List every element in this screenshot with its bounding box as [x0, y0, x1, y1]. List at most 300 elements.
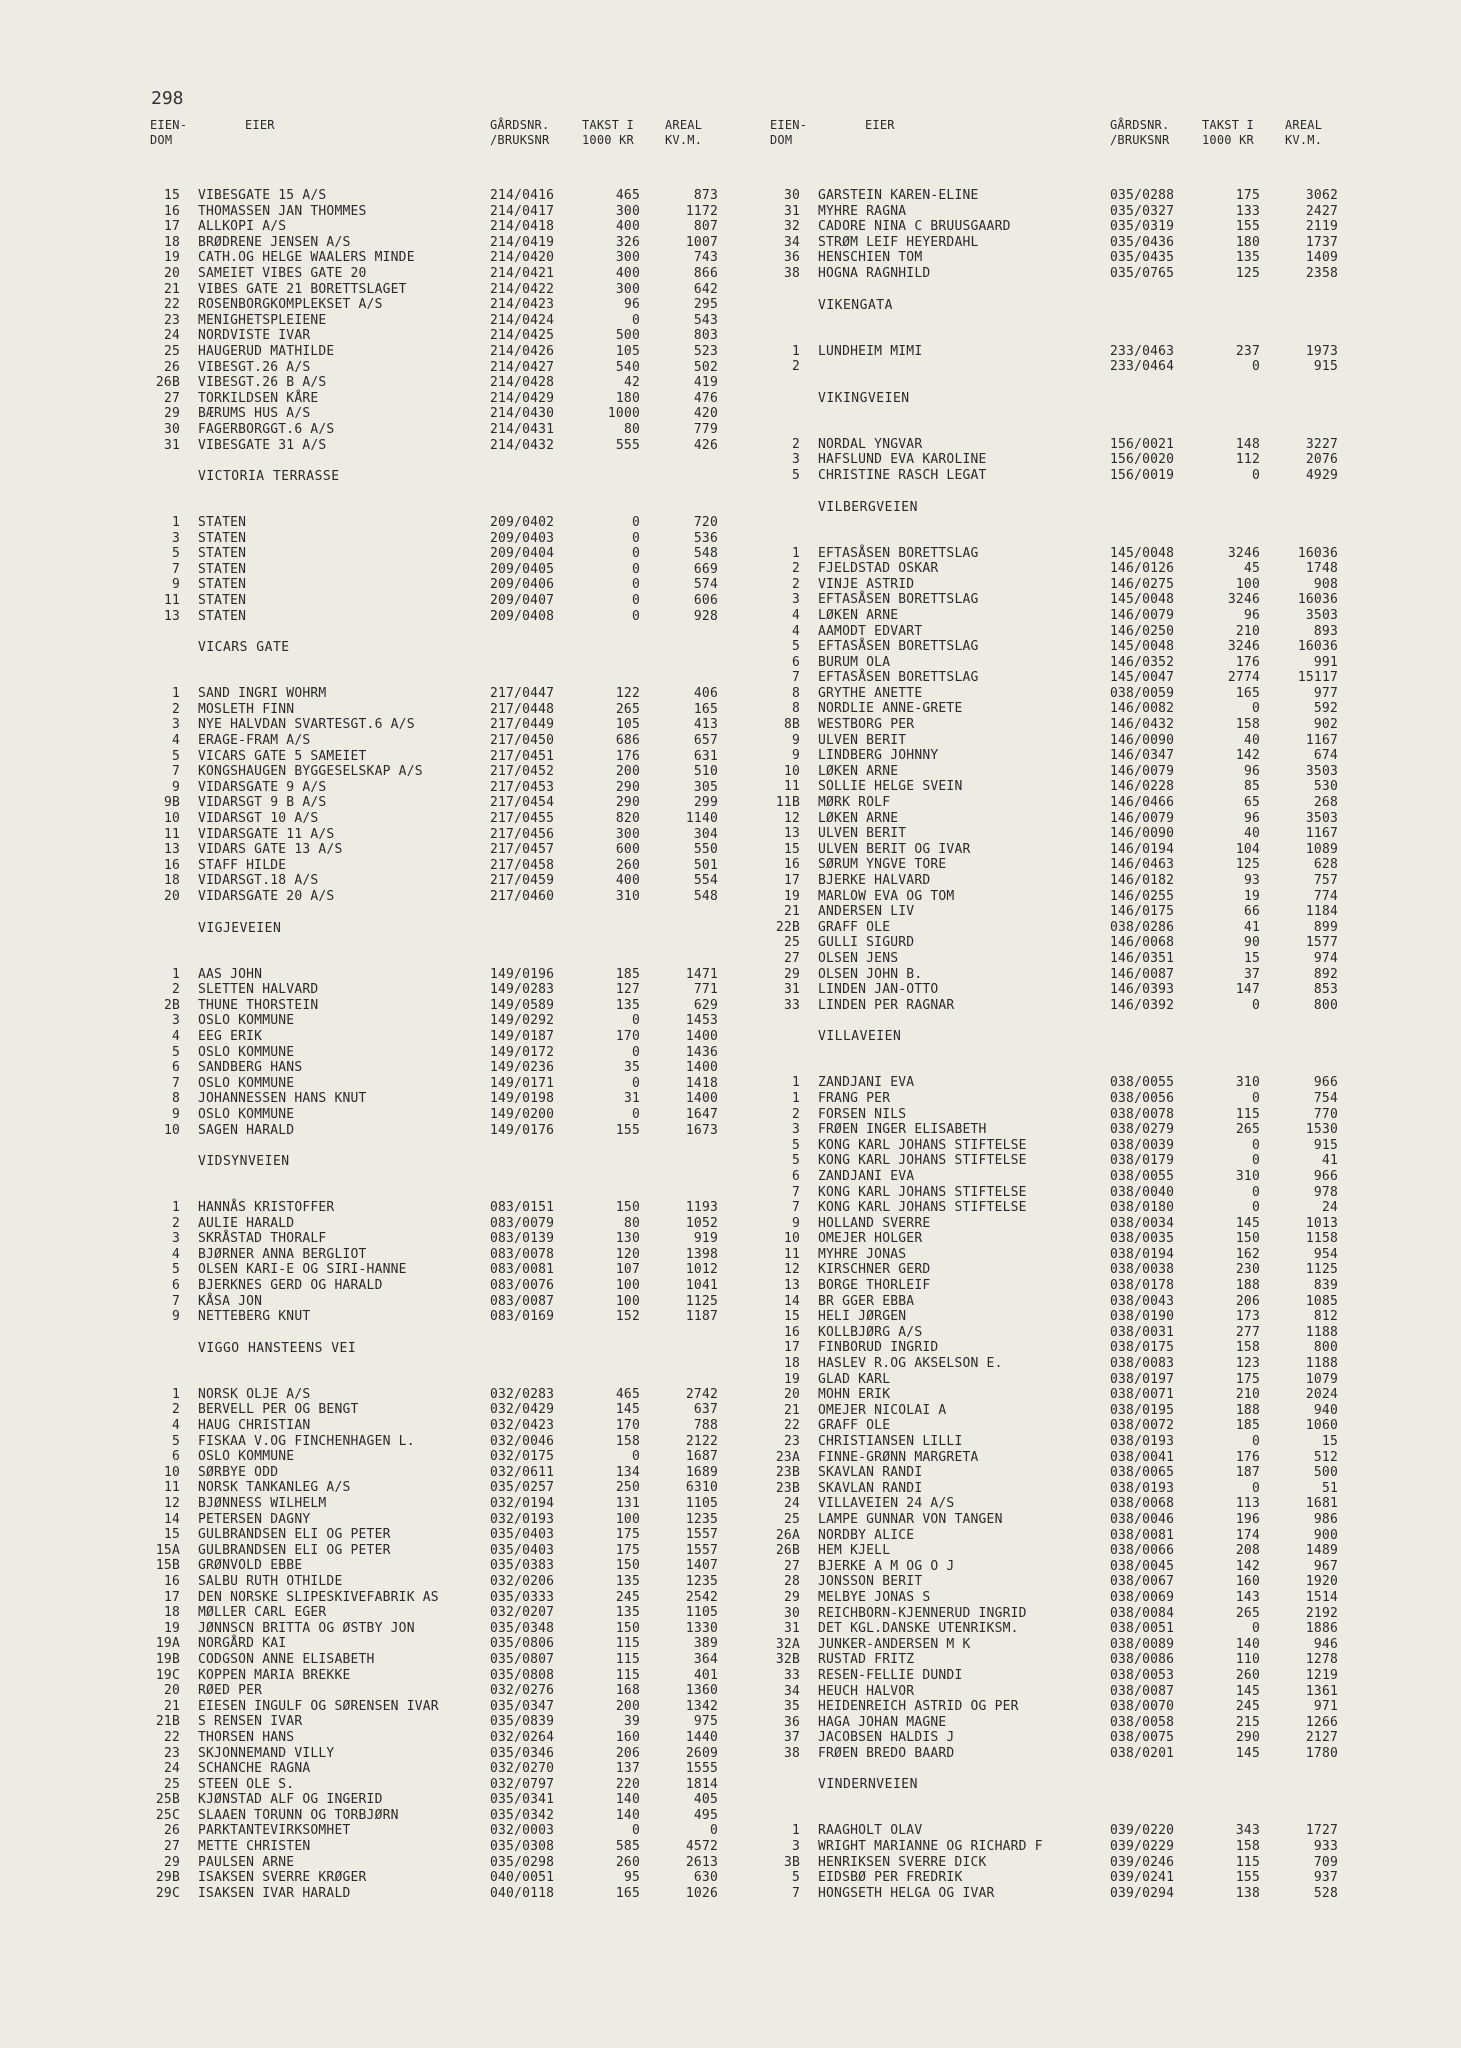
owner-name: MENIGHETSPLEIENE: [198, 312, 327, 328]
owner-name: ANDERSEN LIV: [818, 904, 915, 920]
areal-value: 1557: [685, 1527, 718, 1543]
takst-value: 245: [615, 1589, 640, 1605]
property-row: [150, 1262, 750, 1278]
takst-value: 135: [615, 1573, 640, 1589]
gards-bruksnr: 217/0457: [490, 842, 555, 858]
takst-value: 326: [615, 234, 640, 250]
areal-value: 592: [1313, 701, 1338, 717]
property-row: [770, 1091, 1370, 1107]
property-row: [770, 873, 1370, 889]
owner-name: BURUM OLA: [818, 654, 891, 670]
property-row: [770, 1715, 1370, 1731]
gards-bruksnr: 149/0236: [490, 1060, 555, 1076]
property-row: [770, 889, 1370, 905]
gards-bruksnr: 209/0406: [490, 577, 555, 593]
areal-value: 2742: [685, 1386, 718, 1402]
property-row: [150, 1231, 750, 1247]
takst-value: 42: [623, 375, 640, 391]
property-row: [770, 857, 1370, 873]
takst-value: 0: [631, 561, 640, 577]
gards-bruksnr: 214/0420: [490, 250, 555, 266]
takst-value: 115: [615, 1667, 640, 1683]
street-heading: [770, 1777, 1370, 1823]
gards-bruksnr: 038/0039: [1110, 1137, 1175, 1153]
areal-value: 165: [693, 701, 718, 717]
gards-bruksnr: 039/0229: [1110, 1839, 1175, 1855]
gards-bruksnr: 035/0347: [490, 1698, 555, 1714]
property-number: 2: [791, 436, 800, 452]
property-number: 21: [783, 904, 800, 920]
gards-bruksnr: 038/0086: [1110, 1652, 1175, 1668]
owner-name: VIBESGT.26 A/S: [198, 359, 311, 375]
owner-name: HAUG CHRISTIAN: [198, 1418, 311, 1434]
property-number: 13: [783, 826, 800, 842]
owner-name: HEUCH HALVOR: [818, 1683, 915, 1699]
property-number: 3: [171, 530, 180, 546]
areal-value: 554: [693, 873, 718, 889]
property-number: 1: [171, 686, 180, 702]
property-number: 29C: [155, 1885, 180, 1901]
gards-bruksnr: 035/0808: [490, 1667, 555, 1683]
owner-name: OSLO KOMMUNE: [198, 1075, 295, 1091]
areal-value: 946: [1313, 1636, 1338, 1652]
takst-value: 115: [1235, 1854, 1260, 1870]
areal-value: 413: [693, 717, 718, 733]
takst-value: 200: [615, 764, 640, 780]
areal-value: 1687: [685, 1449, 718, 1465]
property-row: [150, 717, 750, 733]
takst-value: 165: [615, 1885, 640, 1901]
property-row: [150, 1060, 750, 1076]
gards-bruksnr: 032/0207: [490, 1605, 555, 1621]
takst-value: 0: [631, 1449, 640, 1465]
owner-name: GRAFF OLE: [818, 1418, 891, 1434]
takst-value: 400: [615, 873, 640, 889]
gards-bruksnr: 035/0327: [1110, 203, 1175, 219]
owner-name: KONGSHAUGEN BYGGESELSKAP A/S: [198, 764, 423, 780]
owner-name: OSLO KOMMUNE: [198, 1044, 295, 1060]
takst-value: 140: [1235, 1636, 1260, 1652]
property-number: 9: [171, 1106, 180, 1122]
header-gardsnr: GÅRDSNR. /BRUKSNR: [1110, 118, 1170, 147]
gards-bruksnr: 146/0090: [1110, 826, 1175, 842]
property-row: [150, 858, 750, 874]
takst-value: 230: [1235, 1262, 1260, 1278]
owner-name: PAULSEN ARNE: [198, 1854, 295, 1870]
takst-value: 115: [615, 1651, 640, 1667]
property-number: 16: [163, 203, 180, 219]
property-number: 29B: [155, 1870, 180, 1886]
takst-value: 220: [615, 1776, 640, 1792]
areal-value: 807: [693, 219, 718, 235]
property-number: 7: [171, 1075, 180, 1091]
property-row: [150, 1746, 750, 1762]
takst-value: 131: [615, 1496, 640, 1511]
takst-value: 140: [615, 1807, 640, 1823]
header-areal: AREAL KV.M.: [1285, 118, 1323, 147]
gards-bruksnr: 038/0201: [1110, 1745, 1175, 1761]
takst-value: 0: [1251, 1090, 1260, 1106]
property-number: 7: [171, 561, 180, 577]
gards-bruksnr: 209/0403: [490, 530, 555, 546]
property-row: [150, 328, 750, 344]
owner-name: RESEN-FELLIE DUNDI: [818, 1667, 963, 1683]
property-number: 19: [163, 1620, 180, 1636]
areal-value: 606: [693, 593, 718, 609]
property-number: 19C: [155, 1667, 180, 1683]
owner-name: ROSENBORGKOMPLEKSET A/S: [198, 297, 383, 313]
property-number: 2: [171, 982, 180, 998]
gards-bruksnr: 032/0193: [490, 1511, 555, 1527]
property-row: [150, 1730, 750, 1746]
property-row: [150, 422, 750, 438]
gards-bruksnr: 038/0041: [1110, 1449, 1175, 1465]
property-number: 12: [783, 810, 800, 826]
gards-bruksnr: 038/0194: [1110, 1246, 1175, 1262]
gards-bruksnr: 038/0056: [1110, 1090, 1175, 1106]
owner-name: HAUGERUD MATHILDE: [198, 343, 335, 359]
property-number: 21: [783, 1402, 800, 1418]
property-number: 25: [163, 343, 180, 359]
owner-name: JACOBSEN HALDIS J: [818, 1730, 955, 1746]
owner-name: RUSTAD FRITZ: [818, 1652, 915, 1668]
owner-name: MYHRE JONAS: [818, 1246, 907, 1262]
property-row: [770, 266, 1370, 282]
street-heading: [150, 640, 750, 686]
property-number: 1: [171, 1200, 180, 1216]
gards-bruksnr: 146/0347: [1110, 748, 1175, 764]
takst-value: 100: [615, 1293, 640, 1309]
property-row: [150, 1107, 750, 1123]
areal-value: 3062: [1305, 188, 1338, 203]
property-number: 10: [783, 1231, 800, 1247]
property-row: [770, 250, 1370, 266]
areal-value: 1436: [685, 1044, 718, 1060]
property-row: [150, 360, 750, 376]
takst-value: 185: [615, 966, 640, 982]
property-number: 2: [791, 359, 800, 375]
property-number: 17: [783, 873, 800, 888]
gards-bruksnr: 038/0175: [1110, 1340, 1175, 1356]
gards-bruksnr: 038/0069: [1110, 1589, 1175, 1605]
owner-name: OLSEN KARI-E OG SIRI-HANNE: [198, 1262, 407, 1278]
gards-bruksnr: 214/0416: [490, 188, 555, 203]
property-number: 23B: [775, 1480, 800, 1496]
property-number: 9: [171, 779, 180, 795]
takst-value: 113: [1235, 1496, 1260, 1512]
areal-value: 628: [1313, 857, 1338, 873]
gards-bruksnr: 035/0383: [490, 1558, 555, 1574]
gards-bruksnr: 039/0246: [1110, 1854, 1175, 1870]
column-header: [770, 118, 1370, 154]
property-row: [150, 733, 750, 749]
property-row: [770, 1746, 1370, 1762]
owner-name: NORDVISTE IVAR: [198, 328, 311, 344]
gards-bruksnr: 039/0220: [1110, 1823, 1175, 1839]
property-number: 26: [163, 359, 180, 375]
property-row: [150, 391, 750, 407]
property-row: [150, 1621, 750, 1637]
areal-value: 657: [693, 733, 718, 749]
property-number: 27: [783, 1558, 800, 1574]
gards-bruksnr: 038/0071: [1110, 1387, 1175, 1403]
gards-bruksnr: 217/0449: [490, 717, 555, 733]
owner-name: LAMPE GUNNAR VON TANGEN: [818, 1511, 1003, 1527]
areal-value: 631: [693, 748, 718, 764]
takst-value: 155: [1235, 219, 1260, 235]
takst-value: 400: [615, 265, 640, 281]
gards-bruksnr: 214/0419: [490, 234, 555, 250]
gards-bruksnr: 038/0087: [1110, 1683, 1175, 1699]
gards-bruksnr: 035/0348: [490, 1620, 555, 1636]
gards-bruksnr: 038/0084: [1110, 1605, 1175, 1621]
gards-bruksnr: 038/0038: [1110, 1262, 1175, 1278]
gards-bruksnr: 038/0068: [1110, 1496, 1175, 1512]
areal-value: 954: [1313, 1246, 1338, 1262]
property-number: 8: [791, 701, 800, 717]
takst-value: 93: [1243, 873, 1260, 888]
takst-value: 300: [615, 826, 640, 842]
property-row: [770, 437, 1370, 453]
property-number: 20: [783, 1387, 800, 1403]
property-number: 5: [171, 748, 180, 764]
owner-name: RAAGHOLT OLAV: [818, 1823, 923, 1839]
street-name: VICARS GATE: [198, 640, 290, 656]
property-number: 31: [783, 1621, 800, 1637]
areal-value: 1409: [1305, 250, 1338, 266]
property-row: [150, 780, 750, 796]
owner-name: NORDLIE ANNE-GRETE: [818, 701, 963, 717]
owner-name: WRIGHT MARIANNE OG RICHARD F: [818, 1839, 1043, 1855]
gards-bruksnr: 032/0046: [490, 1433, 555, 1449]
areal-value: 1555: [685, 1761, 718, 1777]
takst-value: 147: [1235, 982, 1260, 998]
gards-bruksnr: 032/0206: [490, 1573, 555, 1589]
takst-value: 686: [615, 733, 640, 749]
areal-value: 523: [693, 343, 718, 359]
owner-name: SCHANCHE RAGNA: [198, 1761, 311, 1777]
owner-name: CADORE NINA C BRUUSGAARD: [818, 219, 1011, 235]
gards-bruksnr: 149/0589: [490, 997, 555, 1013]
areal-value: 1471: [685, 966, 718, 982]
gards-bruksnr: 217/0448: [490, 701, 555, 717]
areal-value: 295: [693, 297, 718, 313]
property-number: 21: [163, 281, 180, 297]
property-row: [150, 609, 750, 625]
owner-name: KJØNSTAD ALF OG INGERID: [198, 1792, 383, 1808]
areal-value: 268: [1313, 795, 1338, 811]
areal-value: 1184: [1305, 904, 1338, 920]
areal-value: 839: [1313, 1278, 1338, 1294]
owner-name: LINDBERG JOHNNY: [818, 748, 939, 764]
property-number: 23: [163, 1745, 180, 1761]
property-number: 25: [783, 935, 800, 951]
property-number: 24: [163, 1761, 180, 1777]
street-heading: [770, 1029, 1370, 1075]
gards-bruksnr: 038/0279: [1110, 1122, 1175, 1138]
areal-value: 986: [1313, 1511, 1338, 1527]
takst-value: 3246: [1227, 592, 1260, 608]
property-number: 4: [171, 1246, 180, 1262]
property-row: [770, 951, 1370, 967]
takst-value: 138: [1235, 1885, 1260, 1901]
property-number: 3: [791, 1122, 800, 1138]
gards-bruksnr: 038/0065: [1110, 1465, 1175, 1481]
owner-name: OSLO KOMMUNE: [198, 1106, 295, 1122]
property-row: [150, 811, 750, 827]
areal-value: 24: [1321, 1200, 1338, 1216]
areal-value: 3503: [1305, 763, 1338, 779]
owner-name: VIDARSGATE 9 A/S: [198, 779, 327, 795]
property-row: [770, 764, 1370, 780]
property-row: [770, 1652, 1370, 1668]
property-row: [770, 920, 1370, 936]
property-number: 16: [163, 1573, 180, 1589]
property-row: [150, 531, 750, 547]
owner-name: STEEN OLE S.: [198, 1776, 295, 1792]
takst-value: 143: [1235, 1589, 1260, 1605]
property-row: [770, 1559, 1370, 1575]
gards-bruksnr: 233/0464: [1110, 359, 1175, 375]
gards-bruksnr: 032/0264: [490, 1729, 555, 1745]
property-row: [150, 1418, 750, 1434]
areal-value: 812: [1313, 1309, 1338, 1325]
gards-bruksnr: 083/0081: [490, 1262, 555, 1278]
takst-value: 300: [615, 250, 640, 266]
property-row: [150, 795, 750, 811]
owner-name: AAMODT EDVART: [818, 623, 923, 639]
areal-value: 1748: [1305, 561, 1338, 577]
takst-value: 85: [1243, 779, 1260, 795]
property-number: 4: [791, 623, 800, 639]
property-number: 15: [163, 1527, 180, 1543]
areal-value: 1400: [685, 1091, 718, 1107]
property-row: [770, 1403, 1370, 1419]
property-row: [770, 1590, 1370, 1606]
property-number: 24: [163, 328, 180, 344]
owner-name: STATEN: [198, 515, 247, 531]
property-number: 22: [163, 297, 180, 313]
property-number: 10: [163, 811, 180, 826]
gards-bruksnr: 039/0294: [1110, 1885, 1175, 1901]
owner-name: KÅSA JON: [198, 1293, 263, 1309]
right-column: [770, 118, 1370, 1901]
gards-bruksnr: 146/0182: [1110, 873, 1175, 888]
property-row: [770, 1278, 1370, 1294]
takst-value: 165: [1235, 685, 1260, 701]
gards-bruksnr: 214/0422: [490, 281, 555, 297]
takst-value: 290: [615, 795, 640, 811]
property-number: 10: [163, 1464, 180, 1480]
owner-name: HONGSETH HELGA OG IVAR: [818, 1885, 995, 1901]
takst-value: 200: [615, 1698, 640, 1714]
property-number: 17: [783, 1340, 800, 1356]
header-takst: TAKST I 1000 KR: [1202, 118, 1254, 147]
owner-name: GLAD KARL: [818, 1371, 891, 1387]
property-number: 5: [791, 1137, 800, 1153]
areal-value: 4929: [1305, 467, 1338, 483]
owner-name: STATEN: [198, 577, 247, 593]
areal-value: 754: [1313, 1090, 1338, 1106]
owner-name: ERAGE-FRAM A/S: [198, 733, 311, 749]
takst-value: 210: [1235, 623, 1260, 639]
owner-name: KOPPEN MARIA BREKKE: [198, 1667, 351, 1683]
property-row: [770, 967, 1370, 983]
areal-value: 2613: [685, 1854, 718, 1870]
takst-value: 15: [1243, 950, 1260, 966]
areal-value: 500: [1313, 1465, 1338, 1481]
owner-name: SAGEN HARALD: [198, 1122, 295, 1138]
areal-value: 1085: [1305, 1293, 1338, 1309]
property-row: [150, 1434, 750, 1450]
areal-value: 1360: [685, 1683, 718, 1699]
takst-value: 196: [1235, 1511, 1260, 1527]
gards-bruksnr: 038/0193: [1110, 1434, 1175, 1449]
property-number: 2: [791, 1106, 800, 1122]
takst-value: 40: [1243, 732, 1260, 748]
property-number: 15: [783, 841, 800, 857]
property-row: [770, 1340, 1370, 1356]
areal-value: 937: [1313, 1870, 1338, 1886]
owner-name: EFTASÅSEN BORETTSLAG: [818, 670, 979, 686]
areal-value: 1489: [1305, 1543, 1338, 1559]
areal-value: 16036: [1297, 639, 1338, 655]
property-row: [770, 1138, 1370, 1154]
takst-value: 120: [615, 1246, 640, 1262]
areal-value: 1235: [685, 1573, 718, 1589]
areal-value: 1361: [1305, 1683, 1338, 1699]
takst-value: 137: [615, 1761, 640, 1777]
owner-name: OSLO KOMMUNE: [198, 1013, 295, 1029]
header-eier: EIER: [865, 118, 895, 132]
property-number: 6: [171, 1278, 180, 1294]
property-row: [150, 702, 750, 718]
street-name: VINDERNVEIEN: [818, 1777, 918, 1793]
takst-value: 134: [615, 1464, 640, 1480]
property-number: 33: [783, 997, 800, 1013]
takst-value: 0: [631, 312, 640, 328]
property-row: [770, 1169, 1370, 1185]
gards-bruksnr: 145/0048: [1110, 639, 1175, 655]
takst-value: 0: [1251, 1200, 1260, 1216]
property-number: 21B: [155, 1714, 180, 1730]
takst-value: 158: [1235, 717, 1260, 733]
owner-name: CHRISTINE RASCH LEGAT: [818, 467, 987, 483]
owner-name: GRAFF OLE: [818, 919, 891, 935]
owner-name: GRYTHE ANETTE: [818, 685, 923, 701]
areal-value: 771: [693, 982, 718, 998]
gards-bruksnr: 040/0051: [490, 1870, 555, 1886]
header-gardsnr: GÅRDSNR. /BRUKSNR: [490, 118, 550, 147]
takst-value: 133: [1235, 203, 1260, 219]
property-row: [150, 1076, 750, 1092]
owner-name: EFTASÅSEN BORETTSLAG: [818, 592, 979, 608]
gards-bruksnr: 038/0081: [1110, 1527, 1175, 1543]
gards-bruksnr: 038/0031: [1110, 1324, 1175, 1340]
owner-name: NORSK OLJE A/S: [198, 1386, 311, 1402]
takst-value: 39: [623, 1714, 640, 1730]
gards-bruksnr: 040/0118: [490, 1885, 555, 1901]
owner-name: SKRÅSTAD THORALF: [198, 1231, 327, 1247]
areal-value: 1105: [685, 1496, 718, 1511]
property-number: 38: [783, 265, 800, 281]
takst-value: 100: [1235, 576, 1260, 592]
owner-name: VIDARSGT 10 A/S: [198, 811, 319, 826]
gards-bruksnr: 146/0087: [1110, 966, 1175, 982]
gards-bruksnr: 035/0403: [490, 1527, 555, 1543]
property-row: [150, 1247, 750, 1263]
takst-value: 40: [1243, 826, 1260, 842]
